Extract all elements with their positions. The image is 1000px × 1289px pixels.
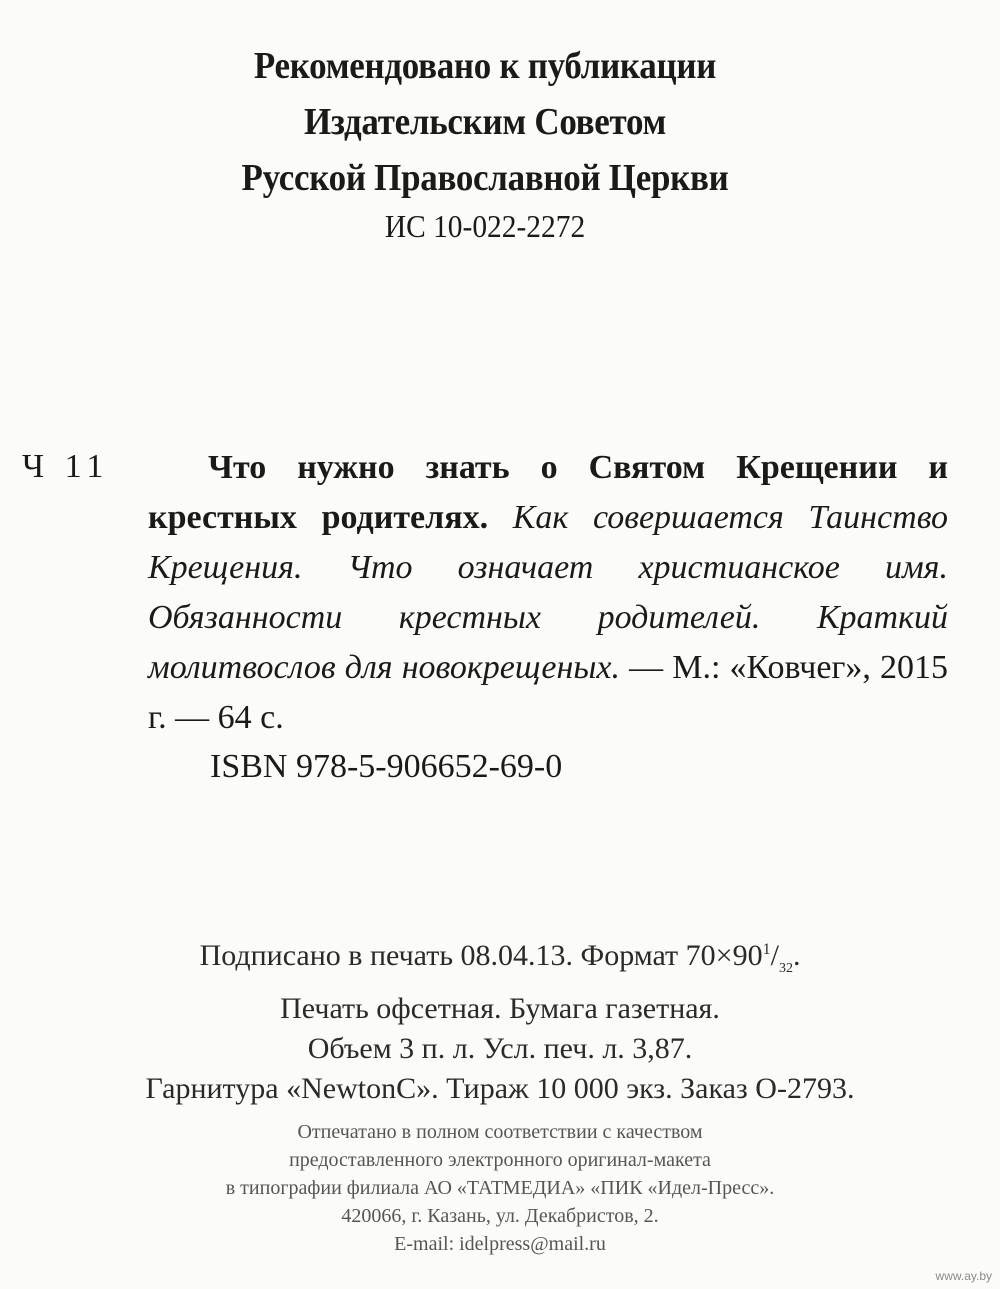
- printer-line-1: Отпечатано в полном соответствии с качеством: [297, 1121, 703, 1143]
- library-classification-code: Ч 11: [22, 448, 110, 485]
- book-subtitle: Как совершается Таинство Крещения. Что означает христианское имя. Обязанности крестных родителей. Краткий молитвослов для новокрещеных.: [148, 499, 949, 686]
- book-title: Что нужно знать о Святом Крещении и крестных родителях.: [148, 449, 948, 536]
- printer-line-2: предоставленного электронного оригинал-макета: [289, 1149, 711, 1171]
- council-approval-code: ИС 10-022-2272: [384, 208, 586, 244]
- imprint-line-typeface: Гарнитура «NewtonC». Тираж 10 000 экз. Заказ О-2793.: [145, 1072, 855, 1105]
- site-watermark: www.ay.by: [935, 1269, 992, 1283]
- printer-info: [0, 1118, 1000, 1258]
- print-specifications: [0, 930, 1000, 1109]
- printer-line-4: 420066, г. Казань, ул. Декабристов, 2.: [341, 1205, 659, 1227]
- recommendation-line-2: Издательским Советом: [303, 101, 667, 143]
- isbn: ISBN 978-5-906652-69-0: [210, 748, 563, 785]
- publisher-info: — М.: «Ковчег», 2015 г. — 64 с.: [148, 649, 949, 736]
- recommendation-block: [0, 38, 970, 206]
- printer-line-5: E-mail: idelpress@mail.ru: [394, 1233, 606, 1255]
- imprint-line-volume: Объем 3 п. л. Усл. печ. л. 3,87.: [307, 1032, 693, 1065]
- recommendation-line-3: Русской Православной Церкви: [241, 157, 729, 199]
- printer-line-3: в типографии филиала АО «ТАТМЕДИА» «ПИК «Идел-Пресс».: [225, 1177, 775, 1199]
- bibliographic-record: [148, 443, 948, 743]
- imprint-line-printing: Печать офсетная. Бумага газетная.: [280, 992, 720, 1025]
- recommendation-line-1: Рекомендовано к публикации: [253, 45, 717, 87]
- imprint-line-signed: Подписано в печать 08.04.13. Формат $70\times 90^1/_{32}$.: [199, 939, 801, 976]
